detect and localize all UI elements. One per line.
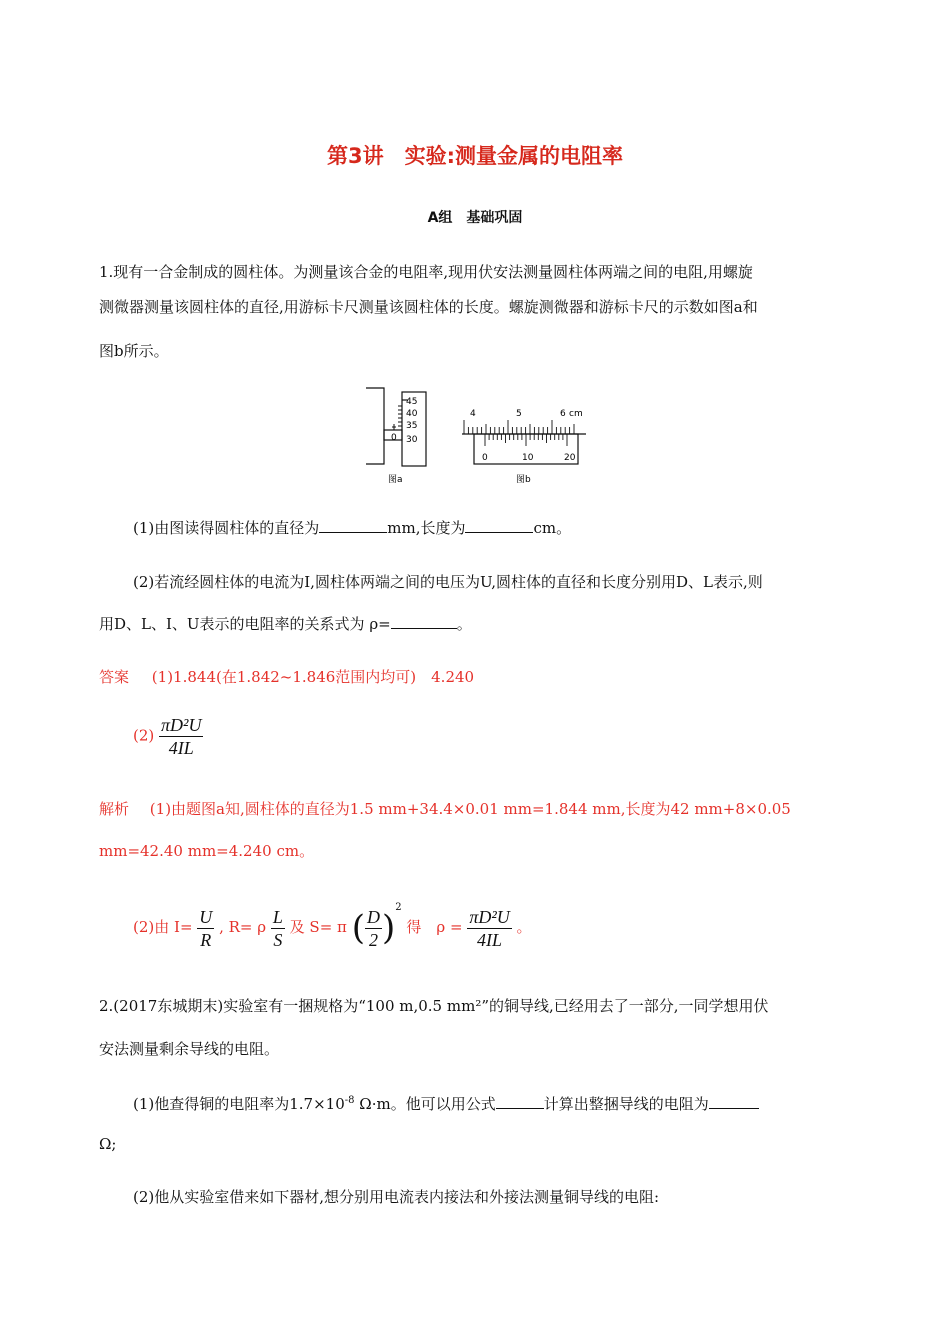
analysis-label: 解析 [99,800,130,818]
answer-label: 答案 [99,668,130,686]
q1-line3: 图b所示。 [99,342,169,360]
frac-s: S [273,929,283,950]
caliper-main-4: 4 [470,409,476,419]
q1-line1: 1.现有一合金制成的圆柱体。为测量该合金的电阻率,现用伏安法测量圆柱体两端之间的电阻,用螺旋 [99,263,753,281]
answer-blank-diameter[interactable] [319,518,387,533]
answer-blank-formula[interactable] [496,1094,544,1109]
analysis2-end: 。 [516,918,532,936]
analysis-line2: mm=42.40 mm=4.240 cm。 [99,842,315,860]
q2-sub1-b: Ω·m。他可以用公式 [354,1095,496,1113]
area-fraction [365,906,382,951]
answer-blank-resistivity[interactable] [391,614,457,629]
analysis2-mid2: 及 S= π [289,918,347,936]
caliper-vernier-10: 10 [522,453,534,463]
caliper-vernier-20: 20 [564,453,576,463]
q2-line2: 安法测量剩余导线的电阻。 [99,1040,280,1058]
q2-sub1-a: (1)他查得铜的电阻率为1.7×10 [133,1095,345,1113]
frac-l: L [272,906,283,927]
answer-blank-resistance[interactable] [709,1094,759,1109]
micrometer-zero: 0 [391,433,397,443]
analysis2-mid1: , R= ρ [219,918,267,936]
answer-blank-length[interactable] [465,518,533,533]
micrometer-tick-40: 40 [406,409,418,419]
frac-u: U [199,906,213,927]
micrometer-tick-30: 30 [406,435,418,445]
caliper-vernier-0: 0 [482,453,488,463]
q1-sub2-line2-text: 用D、L、I、U表示的电阻率的关系式为 ρ= [99,615,391,633]
q2-sub1-c: 计算出整捆导线的电阻为 [543,1095,709,1113]
micrometer-tick-45: 45 [406,397,418,407]
q2-sub1 [133,1091,759,1114]
paren-close: ) [381,908,396,948]
resistivity-denominator: 4IL [168,738,194,758]
answer-2 [133,714,203,759]
caliper-main-6: 6 [560,409,566,419]
answer2-prefix: (2) [133,726,155,745]
q1-sub1-a: (1)由图读得圆柱体的直径为 [133,519,320,537]
answer-text: (1)1.844(在1.842~1.846范围内均可) 4.240 [151,668,475,686]
q1-sub1-b: mm,长度为 [387,519,466,537]
page-title: 第3讲 实验:测量金属的电阻率 [326,144,623,168]
final-fraction [467,906,511,951]
figure-b-label: 图b [516,475,531,485]
analysis-2 [133,898,532,951]
ohm-law-fraction [197,906,214,951]
figure-a-label: 图a [388,475,403,485]
q1-sub1-c: cm。 [533,519,572,537]
resistance-fraction [271,906,285,951]
frac-2: 2 [368,929,378,950]
paren-open: ( [351,908,365,948]
analysis-line1 [99,799,791,819]
measurement-figure [362,380,592,488]
q2-sub1-line2: Ω; [99,1135,117,1153]
micrometer-tick-35: 35 [406,421,418,431]
analysis2-prefix: (2)由 I= [133,918,193,936]
q1-sub2-line2 [99,614,472,634]
q2-line1: 2.(2017东城期末)实验室有一捆规格为“100 m,0.5 mm²”的铜导线,已经用去了一部分,一同学想用伏 [99,997,769,1015]
q1-line2: 测微器测量该圆柱体的直径,用游标卡尺测量该圆柱体的长度。螺旋测微器和游标卡尺的示数如图a和 [99,298,758,316]
exponent: 2 [395,902,402,913]
analysis2-mid3: 得 ρ = [406,918,463,936]
q1-sub2-line2-end: 。 [456,615,472,633]
frac-final-den: 4IL [477,929,503,950]
q2-sub1-exp: -8 [344,1095,355,1106]
answer-block [99,667,474,687]
resistivity-fraction [159,714,203,759]
frac-d: D [366,906,380,927]
section-heading: A组 基础巩固 [427,210,523,226]
frac-r: R [200,929,212,950]
q1-sub1 [133,518,571,538]
caliper-main-5: 5 [516,409,522,419]
q1-sub2-line1: (2)若流经圆柱体的电流为I,圆柱体两端之间的电压为U,圆柱体的直径和长度分别用D、L表示,则 [133,573,763,591]
analysis-text: (1)由题图a知,圆柱体的直径为1.5 mm+34.4×0.01 mm=1.844 mm,长度为42 mm+8×0.05 [149,800,791,818]
instrument-diagram [362,380,592,488]
resistivity-numerator: πD²U [161,715,202,735]
caliper-unit: cm [569,409,583,419]
q2-sub2: (2)他从实验室借来如下器材,想分别用电流表内接法和外接法测量铜导线的电阻: [133,1188,660,1206]
frac-final-num: πD²U [469,906,510,927]
